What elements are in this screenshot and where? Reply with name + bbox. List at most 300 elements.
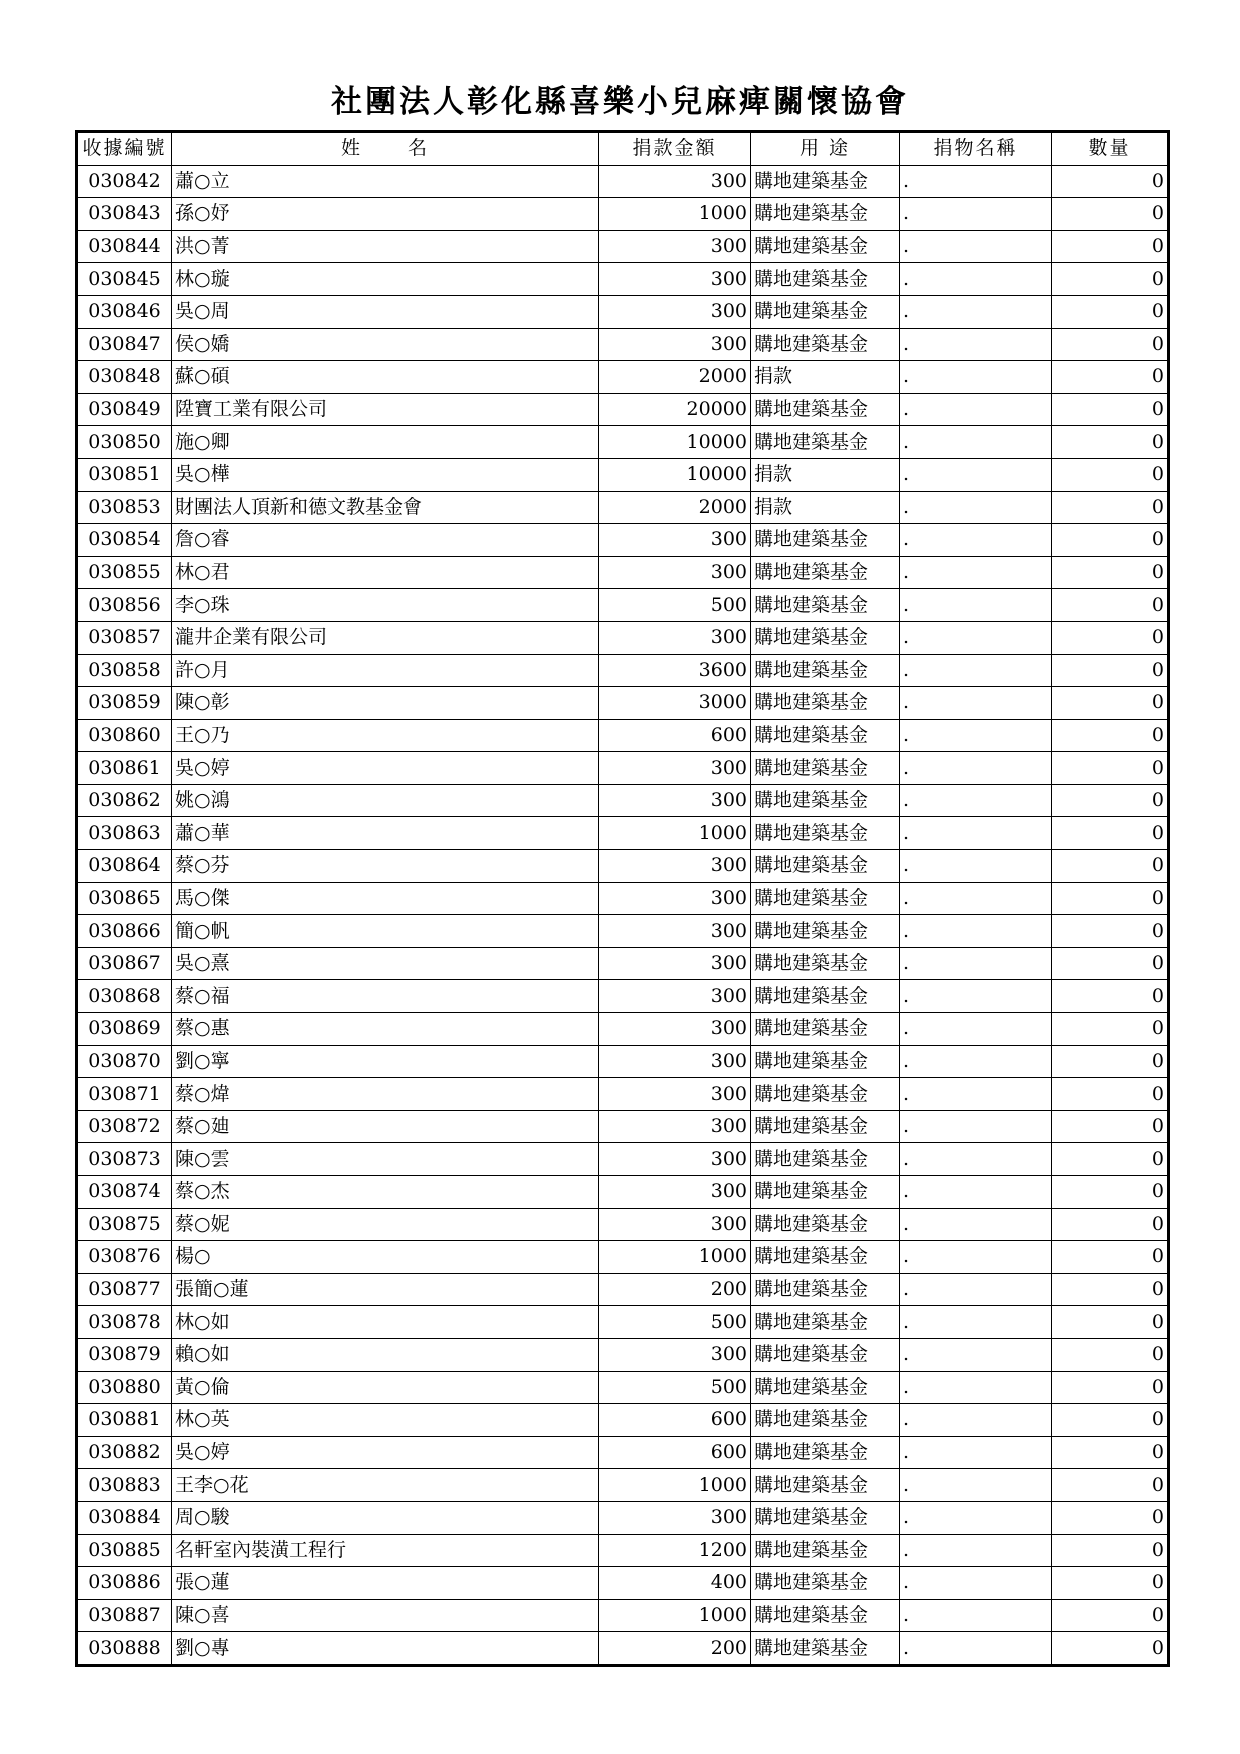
table-row — [77, 1371, 1169, 1404]
receipt-no-cell: 030866 — [77, 915, 172, 948]
table-row — [77, 328, 1169, 361]
receipt-no-cell: 030859 — [77, 687, 172, 720]
item-name-cell: . — [900, 980, 1052, 1013]
quantity-cell: 0 — [1052, 1599, 1169, 1632]
amount-cell: 500 — [599, 1371, 751, 1404]
receipt-no-cell: 030884 — [77, 1501, 172, 1534]
purpose-cell: 購地建築基金 — [751, 230, 900, 263]
purpose-cell: 購地建築基金 — [751, 1469, 900, 1502]
table-row — [77, 1567, 1169, 1600]
receipt-no-cell: 030849 — [77, 393, 172, 426]
item-name-cell: . — [900, 687, 1052, 720]
quantity-cell: 0 — [1052, 1045, 1169, 1078]
purpose-cell: 購地建築基金 — [751, 850, 900, 883]
amount-cell: 2000 — [599, 491, 751, 524]
item-name-cell: . — [900, 850, 1052, 883]
item-name-cell: . — [900, 1241, 1052, 1274]
item-name-cell: . — [900, 1273, 1052, 1306]
quantity-cell: 0 — [1052, 1567, 1169, 1600]
purpose-cell: 購地建築基金 — [751, 1176, 900, 1209]
quantity-cell: 0 — [1052, 328, 1169, 361]
donor-name-cell: 蔡○惠 — [172, 1013, 599, 1046]
amount-cell: 300 — [599, 1176, 751, 1209]
amount-cell: 10000 — [599, 458, 751, 491]
receipt-no-cell: 030871 — [77, 1078, 172, 1111]
receipt-no-cell: 030867 — [77, 947, 172, 980]
item-name-cell: . — [900, 458, 1052, 491]
donor-name-cell: 詹○睿 — [172, 524, 599, 557]
item-name-cell: . — [900, 328, 1052, 361]
table-row — [77, 817, 1169, 850]
donor-name-cell: 林○如 — [172, 1306, 599, 1339]
item-name-cell: . — [900, 361, 1052, 394]
receipt-no-cell: 030861 — [77, 752, 172, 785]
receipt-no-cell: 030873 — [77, 1143, 172, 1176]
donor-name-cell: 孫○妤 — [172, 198, 599, 231]
table-row — [77, 947, 1169, 980]
receipt-no-cell: 030863 — [77, 817, 172, 850]
amount-cell: 300 — [599, 165, 751, 198]
item-name-cell: . — [900, 1404, 1052, 1437]
quantity-cell: 0 — [1052, 1632, 1169, 1666]
amount-cell: 300 — [599, 784, 751, 817]
table-row — [77, 1632, 1169, 1666]
table-row — [77, 458, 1169, 491]
quantity-cell: 0 — [1052, 491, 1169, 524]
donor-name-cell: 名軒室內裝潢工程行 — [172, 1534, 599, 1567]
amount-cell: 1200 — [599, 1534, 751, 1567]
purpose-cell: 購地建築基金 — [751, 1371, 900, 1404]
donor-name-cell: 瀧井企業有限公司 — [172, 621, 599, 654]
amount-cell: 300 — [599, 752, 751, 785]
receipt-no-cell: 030862 — [77, 784, 172, 817]
table-row — [77, 850, 1169, 883]
receipt-no-cell: 030858 — [77, 654, 172, 687]
receipt-no-cell: 030888 — [77, 1632, 172, 1666]
purpose-cell: 購地建築基金 — [751, 654, 900, 687]
header-receipt-no: 收據編號 — [77, 132, 172, 166]
table-row — [77, 1241, 1169, 1274]
quantity-cell: 0 — [1052, 784, 1169, 817]
donor-name-cell: 賴○如 — [172, 1338, 599, 1371]
item-name-cell: . — [900, 1306, 1052, 1339]
receipt-no-cell: 030851 — [77, 458, 172, 491]
purpose-cell: 購地建築基金 — [751, 915, 900, 948]
quantity-cell: 0 — [1052, 621, 1169, 654]
purpose-cell: 購地建築基金 — [751, 1078, 900, 1111]
purpose-cell: 購地建築基金 — [751, 1045, 900, 1078]
donor-name-cell: 王○乃 — [172, 719, 599, 752]
donor-name-cell: 陳○喜 — [172, 1599, 599, 1632]
receipt-no-cell: 030886 — [77, 1567, 172, 1600]
item-name-cell: . — [900, 524, 1052, 557]
amount-cell: 600 — [599, 719, 751, 752]
purpose-cell: 購地建築基金 — [751, 1567, 900, 1600]
receipt-no-cell: 030864 — [77, 850, 172, 883]
purpose-cell: 購地建築基金 — [751, 1338, 900, 1371]
table-row — [77, 361, 1169, 394]
receipt-no-cell: 030885 — [77, 1534, 172, 1567]
purpose-cell: 購地建築基金 — [751, 393, 900, 426]
quantity-cell: 0 — [1052, 1176, 1169, 1209]
item-name-cell: . — [900, 817, 1052, 850]
donor-name-cell: 林○璇 — [172, 263, 599, 296]
amount-cell: 3000 — [599, 687, 751, 720]
donor-name-cell: 蔡○煒 — [172, 1078, 599, 1111]
header-purpose: 用 途 — [751, 132, 900, 166]
quantity-cell: 0 — [1052, 361, 1169, 394]
table-row — [77, 263, 1169, 296]
item-name-cell: . — [900, 719, 1052, 752]
table-row — [77, 589, 1169, 622]
table-row — [77, 1273, 1169, 1306]
receipt-no-cell: 030881 — [77, 1404, 172, 1437]
donor-name-cell: 吳○熹 — [172, 947, 599, 980]
donor-name-cell: 王李○花 — [172, 1469, 599, 1502]
receipt-no-cell: 030853 — [77, 491, 172, 524]
quantity-cell: 0 — [1052, 458, 1169, 491]
amount-cell: 300 — [599, 621, 751, 654]
amount-cell: 1000 — [599, 198, 751, 231]
quantity-cell: 0 — [1052, 1110, 1169, 1143]
receipt-no-cell: 030850 — [77, 426, 172, 459]
table-row — [77, 882, 1169, 915]
quantity-cell: 0 — [1052, 752, 1169, 785]
receipt-no-cell: 030844 — [77, 230, 172, 263]
receipt-no-cell: 030870 — [77, 1045, 172, 1078]
table-row — [77, 1599, 1169, 1632]
item-name-cell: . — [900, 1110, 1052, 1143]
table-row — [77, 524, 1169, 557]
receipt-no-cell: 030848 — [77, 361, 172, 394]
amount-cell: 300 — [599, 230, 751, 263]
item-name-cell: . — [900, 882, 1052, 915]
donor-name-cell: 林○君 — [172, 556, 599, 589]
quantity-cell: 0 — [1052, 426, 1169, 459]
amount-cell: 500 — [599, 1306, 751, 1339]
item-name-cell: . — [900, 752, 1052, 785]
table-row — [77, 915, 1169, 948]
donor-name-cell: 簡○帆 — [172, 915, 599, 948]
amount-cell: 200 — [599, 1632, 751, 1666]
amount-cell: 300 — [599, 1338, 751, 1371]
purpose-cell: 購地建築基金 — [751, 198, 900, 231]
receipt-no-cell: 030865 — [77, 882, 172, 915]
table-row — [77, 719, 1169, 752]
table-row — [77, 1338, 1169, 1371]
table-row — [77, 621, 1169, 654]
header-item-name: 捐物名稱 — [900, 132, 1052, 166]
donor-name-cell: 施○卿 — [172, 426, 599, 459]
donor-name-cell: 張簡○蓮 — [172, 1273, 599, 1306]
table-row — [77, 980, 1169, 1013]
table-row — [77, 230, 1169, 263]
donor-name-cell: 劉○專 — [172, 1632, 599, 1666]
donor-name-cell: 吳○婷 — [172, 752, 599, 785]
item-name-cell: . — [900, 393, 1052, 426]
amount-cell: 300 — [599, 850, 751, 883]
receipt-no-cell: 030878 — [77, 1306, 172, 1339]
quantity-cell: 0 — [1052, 1436, 1169, 1469]
donor-name-cell: 財團法人頂新和德文教基金會 — [172, 491, 599, 524]
item-name-cell: . — [900, 1371, 1052, 1404]
donor-name-cell: 蔡○杰 — [172, 1176, 599, 1209]
receipt-no-cell: 030845 — [77, 263, 172, 296]
donor-name-cell: 蕭○華 — [172, 817, 599, 850]
item-name-cell: . — [900, 1078, 1052, 1111]
purpose-cell: 購地建築基金 — [751, 947, 900, 980]
purpose-cell: 購地建築基金 — [751, 556, 900, 589]
table-row — [77, 1306, 1169, 1339]
purpose-cell: 購地建築基金 — [751, 621, 900, 654]
quantity-cell: 0 — [1052, 654, 1169, 687]
item-name-cell: . — [900, 589, 1052, 622]
donor-name-cell: 張○蓮 — [172, 1567, 599, 1600]
purpose-cell: 捐款 — [751, 458, 900, 491]
quantity-cell: 0 — [1052, 719, 1169, 752]
receipt-no-cell: 030874 — [77, 1176, 172, 1209]
purpose-cell: 捐款 — [751, 361, 900, 394]
receipt-no-cell: 030882 — [77, 1436, 172, 1469]
quantity-cell: 0 — [1052, 882, 1169, 915]
item-name-cell: . — [900, 1501, 1052, 1534]
donor-name-cell: 許○月 — [172, 654, 599, 687]
amount-cell: 300 — [599, 524, 751, 557]
receipt-no-cell: 030875 — [77, 1208, 172, 1241]
donor-name-cell: 黃○倫 — [172, 1371, 599, 1404]
purpose-cell: 購地建築基金 — [751, 817, 900, 850]
receipt-no-cell: 030877 — [77, 1273, 172, 1306]
amount-cell: 300 — [599, 1013, 751, 1046]
table-body — [77, 165, 1169, 1665]
amount-cell: 300 — [599, 556, 751, 589]
header-quantity: 數量 — [1052, 132, 1169, 166]
table-row — [77, 393, 1169, 426]
receipt-no-cell: 030879 — [77, 1338, 172, 1371]
table-row — [77, 556, 1169, 589]
receipt-no-cell: 030846 — [77, 295, 172, 328]
item-name-cell: . — [900, 198, 1052, 231]
purpose-cell: 購地建築基金 — [751, 1241, 900, 1274]
purpose-cell: 購地建築基金 — [751, 524, 900, 557]
quantity-cell: 0 — [1052, 1143, 1169, 1176]
purpose-cell: 購地建築基金 — [751, 1436, 900, 1469]
table-row — [77, 1078, 1169, 1111]
purpose-cell: 購地建築基金 — [751, 1501, 900, 1534]
amount-cell: 300 — [599, 295, 751, 328]
purpose-cell: 購地建築基金 — [751, 687, 900, 720]
table-row — [77, 1208, 1169, 1241]
amount-cell: 1000 — [599, 1241, 751, 1274]
table-row — [77, 784, 1169, 817]
donor-name-cell: 周○駿 — [172, 1501, 599, 1534]
receipt-no-cell: 030856 — [77, 589, 172, 622]
table-row — [77, 1436, 1169, 1469]
item-name-cell: . — [900, 1469, 1052, 1502]
quantity-cell: 0 — [1052, 556, 1169, 589]
purpose-cell: 購地建築基金 — [751, 165, 900, 198]
receipt-no-cell: 030872 — [77, 1110, 172, 1143]
donor-name-cell: 蘇○碩 — [172, 361, 599, 394]
amount-cell: 1000 — [599, 817, 751, 850]
amount-cell: 2000 — [599, 361, 751, 394]
item-name-cell: . — [900, 165, 1052, 198]
item-name-cell: . — [900, 1338, 1052, 1371]
purpose-cell: 購地建築基金 — [751, 1599, 900, 1632]
table-row — [77, 1469, 1169, 1502]
table-row — [77, 1501, 1169, 1534]
quantity-cell: 0 — [1052, 817, 1169, 850]
quantity-cell: 0 — [1052, 1208, 1169, 1241]
amount-cell: 500 — [599, 589, 751, 622]
header-name-left: 姓 — [340, 137, 362, 160]
document-title: 社團法人彰化縣喜樂小兒麻痺關懷協會 — [331, 84, 909, 120]
receipt-no-cell: 030880 — [77, 1371, 172, 1404]
table-row — [77, 198, 1169, 231]
table-row — [77, 654, 1169, 687]
table-row — [77, 1143, 1169, 1176]
quantity-cell: 0 — [1052, 1469, 1169, 1502]
purpose-cell: 捐款 — [751, 491, 900, 524]
quantity-cell: 0 — [1052, 393, 1169, 426]
header-name — [172, 132, 599, 166]
receipt-no-cell: 030876 — [77, 1241, 172, 1274]
purpose-cell: 購地建築基金 — [751, 1534, 900, 1567]
purpose-cell: 購地建築基金 — [751, 1110, 900, 1143]
amount-cell: 300 — [599, 1045, 751, 1078]
amount-cell: 1000 — [599, 1599, 751, 1632]
purpose-cell: 購地建築基金 — [751, 328, 900, 361]
header-amount: 捐款金額 — [599, 132, 751, 166]
amount-cell: 300 — [599, 1143, 751, 1176]
donor-name-cell: 侯○嬌 — [172, 328, 599, 361]
quantity-cell: 0 — [1052, 589, 1169, 622]
receipt-no-cell: 030868 — [77, 980, 172, 1013]
donation-table — [75, 130, 1170, 1667]
quantity-cell: 0 — [1052, 1338, 1169, 1371]
quantity-cell: 0 — [1052, 1534, 1169, 1567]
quantity-cell: 0 — [1052, 1273, 1169, 1306]
table-row — [77, 687, 1169, 720]
purpose-cell: 購地建築基金 — [751, 980, 900, 1013]
donor-name-cell: 洪○菁 — [172, 230, 599, 263]
purpose-cell: 購地建築基金 — [751, 752, 900, 785]
donor-name-cell: 蔡○芬 — [172, 850, 599, 883]
donor-name-cell: 李○珠 — [172, 589, 599, 622]
donor-name-cell: 楊○ — [172, 1241, 599, 1274]
receipt-no-cell: 030869 — [77, 1013, 172, 1046]
table-row — [77, 1013, 1169, 1046]
purpose-cell: 購地建築基金 — [751, 1013, 900, 1046]
receipt-no-cell: 030842 — [77, 165, 172, 198]
item-name-cell: . — [900, 654, 1052, 687]
table-row — [77, 491, 1169, 524]
amount-cell: 300 — [599, 915, 751, 948]
quantity-cell: 0 — [1052, 850, 1169, 883]
receipt-no-cell: 030855 — [77, 556, 172, 589]
table-row — [77, 426, 1169, 459]
donor-name-cell: 馬○傑 — [172, 882, 599, 915]
quantity-cell: 0 — [1052, 687, 1169, 720]
table-row — [77, 165, 1169, 198]
receipt-no-cell: 030860 — [77, 719, 172, 752]
receipt-no-cell: 030843 — [77, 198, 172, 231]
item-name-cell: . — [900, 1045, 1052, 1078]
purpose-cell: 購地建築基金 — [751, 1273, 900, 1306]
amount-cell: 300 — [599, 1208, 751, 1241]
quantity-cell: 0 — [1052, 1371, 1169, 1404]
amount-cell: 300 — [599, 947, 751, 980]
purpose-cell: 購地建築基金 — [751, 719, 900, 752]
donor-name-cell: 陳○彰 — [172, 687, 599, 720]
quantity-cell: 0 — [1052, 1501, 1169, 1534]
receipt-no-cell: 030854 — [77, 524, 172, 557]
quantity-cell: 0 — [1052, 1241, 1169, 1274]
table-row — [77, 1176, 1169, 1209]
quantity-cell: 0 — [1052, 198, 1169, 231]
table-row — [77, 295, 1169, 328]
item-name-cell: . — [900, 1436, 1052, 1469]
donor-name-cell: 蔡○福 — [172, 980, 599, 1013]
item-name-cell: . — [900, 621, 1052, 654]
donor-name-cell: 蔡○妮 — [172, 1208, 599, 1241]
donor-name-cell: 林○英 — [172, 1404, 599, 1437]
receipt-no-cell: 030883 — [77, 1469, 172, 1502]
item-name-cell: . — [900, 1632, 1052, 1666]
purpose-cell: 購地建築基金 — [751, 1404, 900, 1437]
item-name-cell: . — [900, 915, 1052, 948]
amount-cell: 400 — [599, 1567, 751, 1600]
purpose-cell: 購地建築基金 — [751, 1208, 900, 1241]
amount-cell: 1000 — [599, 1469, 751, 1502]
table-header-row — [77, 132, 1169, 166]
purpose-cell: 購地建築基金 — [751, 784, 900, 817]
header-name-right: 名 — [408, 137, 430, 160]
donor-name-cell: 吳○樺 — [172, 458, 599, 491]
purpose-cell: 購地建築基金 — [751, 882, 900, 915]
amount-cell: 300 — [599, 328, 751, 361]
item-name-cell: . — [900, 1208, 1052, 1241]
amount-cell: 10000 — [599, 426, 751, 459]
donor-name-cell: 姚○鴻 — [172, 784, 599, 817]
quantity-cell: 0 — [1052, 1404, 1169, 1437]
quantity-cell: 0 — [1052, 263, 1169, 296]
table-row — [77, 1404, 1169, 1437]
amount-cell: 300 — [599, 263, 751, 296]
donor-name-cell: 劉○寧 — [172, 1045, 599, 1078]
item-name-cell: . — [900, 947, 1052, 980]
donor-name-cell: 吳○周 — [172, 295, 599, 328]
item-name-cell: . — [900, 426, 1052, 459]
donor-name-cell: 陳○雲 — [172, 1143, 599, 1176]
item-name-cell: . — [900, 1013, 1052, 1046]
donor-name-cell: 陞寶工業有限公司 — [172, 393, 599, 426]
donor-name-cell: 吳○婷 — [172, 1436, 599, 1469]
donor-name-cell: 蔡○廸 — [172, 1110, 599, 1143]
table-row — [77, 1045, 1169, 1078]
item-name-cell: . — [900, 1567, 1052, 1600]
quantity-cell: 0 — [1052, 524, 1169, 557]
donor-name-cell: 蕭○立 — [172, 165, 599, 198]
item-name-cell: . — [900, 491, 1052, 524]
quantity-cell: 0 — [1052, 1013, 1169, 1046]
item-name-cell: . — [900, 230, 1052, 263]
amount-cell: 600 — [599, 1436, 751, 1469]
item-name-cell: . — [900, 784, 1052, 817]
amount-cell: 20000 — [599, 393, 751, 426]
item-name-cell: . — [900, 1143, 1052, 1176]
table-row — [77, 1534, 1169, 1567]
